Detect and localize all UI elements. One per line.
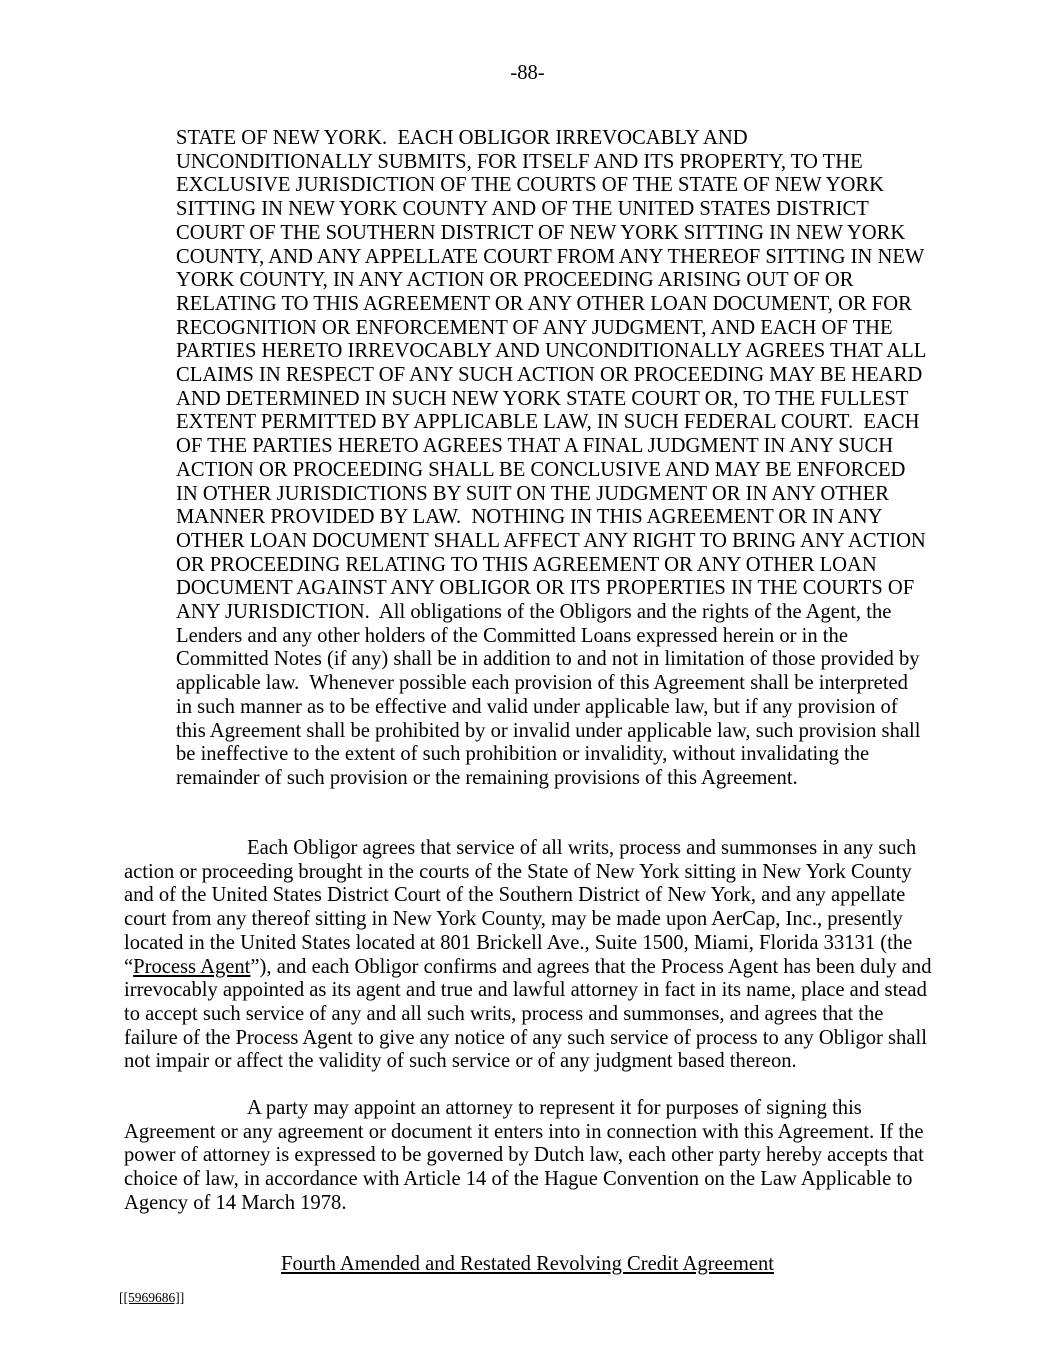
page-number: -88- xyxy=(510,62,545,84)
document-id-stamp: [[5969686]] xyxy=(119,1290,185,1305)
process-agent-paragraph xyxy=(124,837,937,1074)
process-agent-text-before: Each Obligor agrees that service of all writs, process and summonses in any such action or proceeding brought in the courts of the State of New York sitting in New York County and of the United States District Court of the Southern District of New York, and any appellate court from any thereof sitting in New York County, may be made upon AerCap, Inc., presently located in the United States located at 801 Brickell Ave., Suite 1500, Miami, Florida 33131 (the “ xyxy=(124,837,922,978)
attorney-paragraph xyxy=(124,1097,933,1216)
footer-title-line xyxy=(0,1253,1055,1277)
process-agent-text-after: ”), and each Obligor confirms and agrees that the Process Agent has been duly and irrevocably appointed as its agent and true and lawful attorney in fact in its name, place and stead to accept such service of any and all such writs, process and summonses, and agrees that the failure of the Process Agent to give any notice of any such service of process to any Obligor shall not impair or affect the validity of such service or of any judgment based thereon. xyxy=(124,955,937,1073)
jurisdiction-normal-text: All obligations of the Obligors and the rights of the Agent, the Lenders and any other holders of the Committed Loans expressed herein or in the Committed Notes (if any) shall be in addition to and not in limitation of those provided by applicable law. Whenever possible each provision of this Agreement shall be interpreted in such manner as to be effective and valid under applicable law, but if any provision of this Agreement shall be prohibited by or invalid under applicable law, such provision shall be ineffective to the extent of such prohibition or invalidity, without invalidating the remainder of such provision or the remaining provisions of this Agreement. xyxy=(176,601,926,789)
jurisdiction-paragraph xyxy=(176,127,929,791)
process-agent-defined-term: Process Agent xyxy=(133,955,251,978)
jurisdiction-caps-text: STATE OF NEW YORK. EACH OBLIGOR IRREVOCABLY AND UNCONDITIONALLY SUBMITS, FOR ITSELF AND ITS PROPERTY, TO THE EXCLUSIVE JURISDICTION OF THE COURTS OF THE STATE OF NEW YORK SITTING IN NEW YORK COUNTY AND OF THE UNITED STATES DISTRICT COURT OF THE SOUTHERN DISTRICT OF NEW YORK SITTING IN NEW YORK COUNTY, AND ANY APPELLATE COURT FROM ANY THEREOF SITTING IN NEW YORK COUNTY, IN ANY ACTION OR PROCEEDING ARISING OUT OF OR RELATING TO THIS AGREEMENT OR ANY OTHER LOAN DOCUMENT, OR FOR RECOGNITION OR ENFORCEMENT OF ANY JUDGMENT, AND EACH OF THE PARTIES HERETO IRREVOCABLY AND UNCONDITIONALLY AGREES THAT ALL CLAIMS IN RESPECT OF ANY SUCH ACTION OR PROCEEDING MAY BE HEARD AND DETERMINED IN SUCH NEW YORK STATE COURT OR, TO THE FULLEST EXTENT PERMITTED BY APPLICABLE LAW, IN SUCH FEDERAL COURT. EACH OF THE PARTIES HERETO AGREES THAT A FINAL JUDGMENT IN ANY SUCH ACTION OR PROCEEDING SHALL BE CONCLUSIVE AND MAY BE ENFORCED IN OTHER JURISDICTIONS BY SUIT ON THE JUDGMENT OR IN ANY OTHER MANNER PROVIDED BY LAW. NOTHING IN THIS AGREEMENT OR IN ANY OTHER LOAN DOCUMENT SHALL AFFECT ANY RIGHT TO BRING ANY ACTION OR PROCEEDING RELATING TO THIS AGREEMENT OR ANY OTHER LOAN DOCUMENT AGAINST ANY OBLIGOR OR ITS PROPERTIES IN THE COURTS OF ANY JURISDICTION. xyxy=(176,127,931,624)
attorney-paragraph-text: A party may appoint an attorney to represent it for purposes of signing this Agreement or any agreement or document it enters into in connection with this Agreement. If the power of attorney is expressed to be governed by Dutch law, each other party hereby accepts that choice of law, in accordance with Article 14 of the Hague Convention on the Law Applicable to Agency of 14 March 1978. xyxy=(124,1097,929,1214)
footer-title: Fourth Amended and Restated Revolving Credit Agreement xyxy=(280,1253,774,1275)
